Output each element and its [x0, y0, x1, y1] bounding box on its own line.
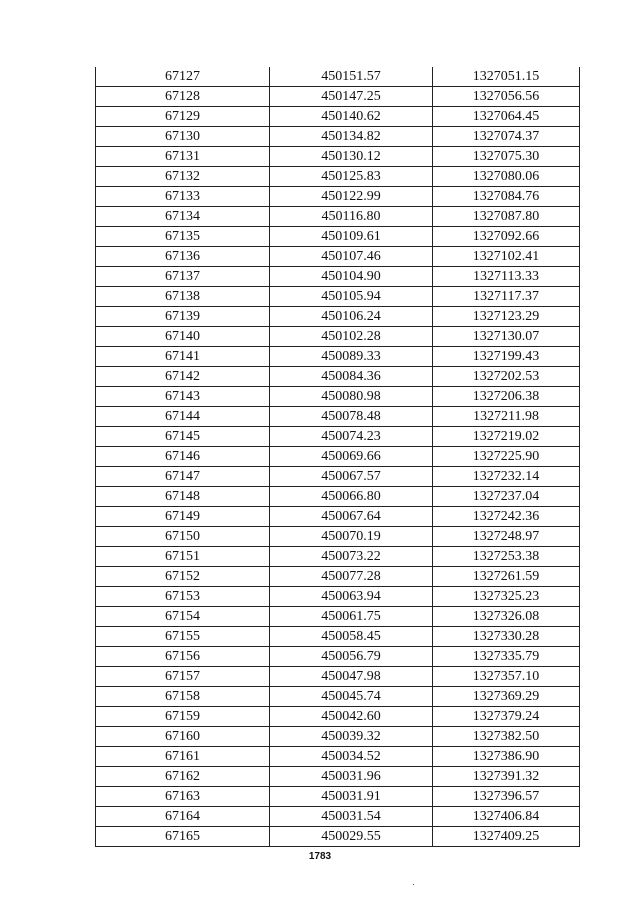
point-id-cell: 67163	[96, 787, 270, 807]
table-row	[96, 427, 580, 447]
x-coordinate-cell: 450058.45	[270, 627, 433, 647]
table-row	[96, 267, 580, 287]
point-id-cell: 67155	[96, 627, 270, 647]
y-coordinate-cell: 1327199.43	[433, 347, 580, 367]
y-coordinate-cell: 1327074.37	[433, 127, 580, 147]
x-coordinate-cell: 450067.57	[270, 467, 433, 487]
x-coordinate-cell: 450042.60	[270, 707, 433, 727]
y-coordinate-cell: 1327325.23	[433, 587, 580, 607]
table-row	[96, 107, 580, 127]
y-coordinate-cell: 1327130.07	[433, 327, 580, 347]
point-id-cell: 67142	[96, 367, 270, 387]
x-coordinate-cell: 450125.83	[270, 167, 433, 187]
point-id-cell: 67146	[96, 447, 270, 467]
x-coordinate-cell: 450045.74	[270, 687, 433, 707]
table-row	[96, 547, 580, 567]
point-id-cell: 67140	[96, 327, 270, 347]
point-id-cell: 67127	[96, 67, 270, 87]
y-coordinate-cell: 1327396.57	[433, 787, 580, 807]
y-coordinate-cell: 1327391.32	[433, 767, 580, 787]
point-id-cell: 67137	[96, 267, 270, 287]
y-coordinate-cell: 1327369.29	[433, 687, 580, 707]
y-coordinate-cell: 1327202.53	[433, 367, 580, 387]
y-coordinate-cell: 1327211.98	[433, 407, 580, 427]
table-row	[96, 587, 580, 607]
x-coordinate-cell: 450067.64	[270, 507, 433, 527]
y-coordinate-cell: 1327379.24	[433, 707, 580, 727]
y-coordinate-cell: 1327409.25	[433, 827, 580, 847]
point-id-cell: 67147	[96, 467, 270, 487]
point-id-cell: 67143	[96, 387, 270, 407]
x-coordinate-cell: 450134.82	[270, 127, 433, 147]
x-coordinate-cell: 450105.94	[270, 287, 433, 307]
y-coordinate-cell: 1327064.45	[433, 107, 580, 127]
x-coordinate-cell: 450080.98	[270, 387, 433, 407]
table-row	[96, 127, 580, 147]
y-coordinate-cell: 1327056.56	[433, 87, 580, 107]
table-row	[96, 467, 580, 487]
table-row	[96, 407, 580, 427]
point-id-cell: 67138	[96, 287, 270, 307]
table-row	[96, 307, 580, 327]
y-coordinate-cell: 1327326.08	[433, 607, 580, 627]
table-row	[96, 787, 580, 807]
page-number: 1783	[308, 851, 332, 862]
y-coordinate-cell: 1327113.33	[433, 267, 580, 287]
x-coordinate-cell: 450130.12	[270, 147, 433, 167]
table-row	[96, 187, 580, 207]
table-row	[96, 627, 580, 647]
coordinates-table	[95, 67, 580, 847]
x-coordinate-cell: 450031.91	[270, 787, 433, 807]
coordinates-table-body	[96, 67, 580, 847]
x-coordinate-cell: 450073.22	[270, 547, 433, 567]
y-coordinate-cell: 1327253.38	[433, 547, 580, 567]
y-coordinate-cell: 1327406.84	[433, 807, 580, 827]
point-id-cell: 67145	[96, 427, 270, 447]
y-coordinate-cell: 1327237.04	[433, 487, 580, 507]
point-id-cell: 67133	[96, 187, 270, 207]
table-row	[96, 487, 580, 507]
point-id-cell: 67131	[96, 147, 270, 167]
table-row	[96, 687, 580, 707]
table-row	[96, 567, 580, 587]
point-id-cell: 67139	[96, 307, 270, 327]
x-coordinate-cell: 450077.28	[270, 567, 433, 587]
y-coordinate-cell: 1327117.37	[433, 287, 580, 307]
y-coordinate-cell: 1327261.59	[433, 567, 580, 587]
point-id-cell: 67164	[96, 807, 270, 827]
y-coordinate-cell: 1327357.10	[433, 667, 580, 687]
y-coordinate-cell: 1327242.36	[433, 507, 580, 527]
x-coordinate-cell: 450084.36	[270, 367, 433, 387]
x-coordinate-cell: 450069.66	[270, 447, 433, 467]
table-row	[96, 647, 580, 667]
table-row	[96, 527, 580, 547]
y-coordinate-cell: 1327232.14	[433, 467, 580, 487]
point-id-cell: 67134	[96, 207, 270, 227]
y-coordinate-cell: 1327206.38	[433, 387, 580, 407]
table-row	[96, 347, 580, 367]
point-id-cell: 67151	[96, 547, 270, 567]
table-row	[96, 67, 580, 87]
x-coordinate-cell: 450063.94	[270, 587, 433, 607]
point-id-cell: 67149	[96, 507, 270, 527]
x-coordinate-cell: 450056.79	[270, 647, 433, 667]
y-coordinate-cell: 1327382.50	[433, 727, 580, 747]
x-coordinate-cell: 450122.99	[270, 187, 433, 207]
y-coordinate-cell: 1327123.29	[433, 307, 580, 327]
point-id-cell: 67152	[96, 567, 270, 587]
table-row	[96, 727, 580, 747]
point-id-cell: 67150	[96, 527, 270, 547]
y-coordinate-cell: 1327075.30	[433, 147, 580, 167]
point-id-cell: 67144	[96, 407, 270, 427]
table-row	[96, 667, 580, 687]
table-row	[96, 247, 580, 267]
table-row	[96, 207, 580, 227]
y-coordinate-cell: 1327225.90	[433, 447, 580, 467]
x-coordinate-cell: 450151.57	[270, 67, 433, 87]
x-coordinate-cell: 450140.62	[270, 107, 433, 127]
table-row	[96, 707, 580, 727]
point-id-cell: 67128	[96, 87, 270, 107]
y-coordinate-cell: 1327386.90	[433, 747, 580, 767]
table-row	[96, 747, 580, 767]
y-coordinate-cell: 1327087.80	[433, 207, 580, 227]
point-id-cell: 67136	[96, 247, 270, 267]
point-id-cell: 67160	[96, 727, 270, 747]
y-coordinate-cell: 1327102.41	[433, 247, 580, 267]
y-coordinate-cell: 1327084.76	[433, 187, 580, 207]
x-coordinate-cell: 450104.90	[270, 267, 433, 287]
y-coordinate-cell: 1327092.66	[433, 227, 580, 247]
x-coordinate-cell: 450029.55	[270, 827, 433, 847]
point-id-cell: 67135	[96, 227, 270, 247]
x-coordinate-cell: 450047.98	[270, 667, 433, 687]
table-row	[96, 767, 580, 787]
table-row	[96, 287, 580, 307]
x-coordinate-cell: 450116.80	[270, 207, 433, 227]
y-coordinate-cell: 1327219.02	[433, 427, 580, 447]
point-id-cell: 67153	[96, 587, 270, 607]
point-id-cell: 67157	[96, 667, 270, 687]
table-row	[96, 607, 580, 627]
x-coordinate-cell: 450147.25	[270, 87, 433, 107]
x-coordinate-cell: 450070.19	[270, 527, 433, 547]
table-row	[96, 387, 580, 407]
point-id-cell: 67130	[96, 127, 270, 147]
x-coordinate-cell: 450031.96	[270, 767, 433, 787]
point-id-cell: 67148	[96, 487, 270, 507]
table-row	[96, 147, 580, 167]
table-row	[96, 507, 580, 527]
point-id-cell: 67129	[96, 107, 270, 127]
x-coordinate-cell: 450074.23	[270, 427, 433, 447]
x-coordinate-cell: 450061.75	[270, 607, 433, 627]
x-coordinate-cell: 450102.28	[270, 327, 433, 347]
point-id-cell: 67161	[96, 747, 270, 767]
y-coordinate-cell: 1327335.79	[433, 647, 580, 667]
table-row	[96, 447, 580, 467]
y-coordinate-cell: 1327080.06	[433, 167, 580, 187]
x-coordinate-cell: 450039.32	[270, 727, 433, 747]
x-coordinate-cell: 450089.33	[270, 347, 433, 367]
y-coordinate-cell: 1327330.28	[433, 627, 580, 647]
point-id-cell: 67165	[96, 827, 270, 847]
table-row	[96, 827, 580, 847]
x-coordinate-cell: 450066.80	[270, 487, 433, 507]
table-row	[96, 167, 580, 187]
x-coordinate-cell: 450106.24	[270, 307, 433, 327]
x-coordinate-cell: 450107.46	[270, 247, 433, 267]
table-row	[96, 807, 580, 827]
y-coordinate-cell: 1327248.97	[433, 527, 580, 547]
point-id-cell: 67132	[96, 167, 270, 187]
x-coordinate-cell: 450078.48	[270, 407, 433, 427]
point-id-cell: 67158	[96, 687, 270, 707]
y-coordinate-cell: 1327051.15	[433, 67, 580, 87]
table-row	[96, 367, 580, 387]
scan-speck	[413, 884, 414, 885]
point-id-cell: 67159	[96, 707, 270, 727]
x-coordinate-cell: 450031.54	[270, 807, 433, 827]
point-id-cell: 67162	[96, 767, 270, 787]
table-row	[96, 87, 580, 107]
table-row	[96, 327, 580, 347]
point-id-cell: 67141	[96, 347, 270, 367]
x-coordinate-cell: 450109.61	[270, 227, 433, 247]
table-row	[96, 227, 580, 247]
point-id-cell: 67154	[96, 607, 270, 627]
x-coordinate-cell: 450034.52	[270, 747, 433, 767]
point-id-cell: 67156	[96, 647, 270, 667]
